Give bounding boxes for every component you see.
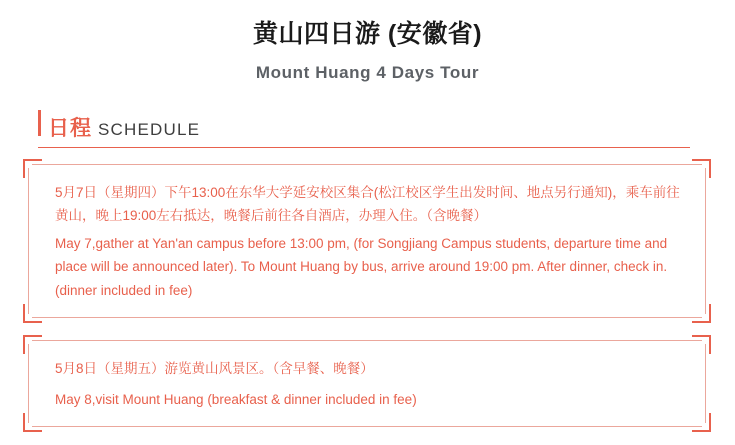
schedule-item-1 [28,164,706,318]
corner-ornament-inner [702,314,711,323]
document-page [0,18,735,445]
corner-ornament-top-right [692,159,711,178]
corner-ornament-inner [702,159,711,168]
corner-ornament-inner [702,335,711,344]
heading-divider [38,147,690,148]
corner-ornament-inner [23,423,32,432]
corner-ornament-inner [23,335,32,344]
corner-ornament-top-left [23,335,42,354]
schedule-text-chinese: 5月7日（星期四）下午13:00在东华大学延安校区集合(松江校区学生出发时间、地点另行通知)，乘车前往黄山，晚上19:00左右抵达，晚餐后前往各自酒店，办理入住。（含晚餐） [55,184,680,224]
schedule-text-chinese: 5月8日（星期五）游览黄山风景区。（含早餐、晚餐） [55,360,374,376]
corner-ornament-bottom-left [23,304,42,323]
corner-ornament-bottom-left [23,413,42,432]
corner-ornament-inner [702,423,711,432]
schedule-text-english: May 7,gather at Yan'an campus before 13:00 pm, (for Songjiang Campus students, departure time and place will be announced later). To Mount Huang by bus, arrive around 19:00 pm. After dinner, check in. (dinner included in fee) [55,235,668,298]
corner-ornament-top-left [23,159,42,178]
schedule-text-english: May 8,visit Mount Huang (breakfast & dinner included in fee) [55,392,417,408]
accent-bar [38,110,41,136]
page-title-chinese: 黄山四日游 (安徽省) [252,20,483,48]
schedule-label-chinese: 日程 [48,116,92,140]
schedule-item-2 [28,340,706,427]
corner-ornament-top-right [692,335,711,354]
corner-ornament-inner [23,159,32,168]
corner-ornament-inner [23,314,32,323]
schedule-label-english: SCHEDULE [98,119,201,139]
schedule-heading [48,109,735,139]
corner-ornament-bottom-right [692,304,711,323]
page-title-english: Mount Huang 4 Days Tour [255,62,480,82]
corner-ornament-bottom-right [692,413,711,432]
